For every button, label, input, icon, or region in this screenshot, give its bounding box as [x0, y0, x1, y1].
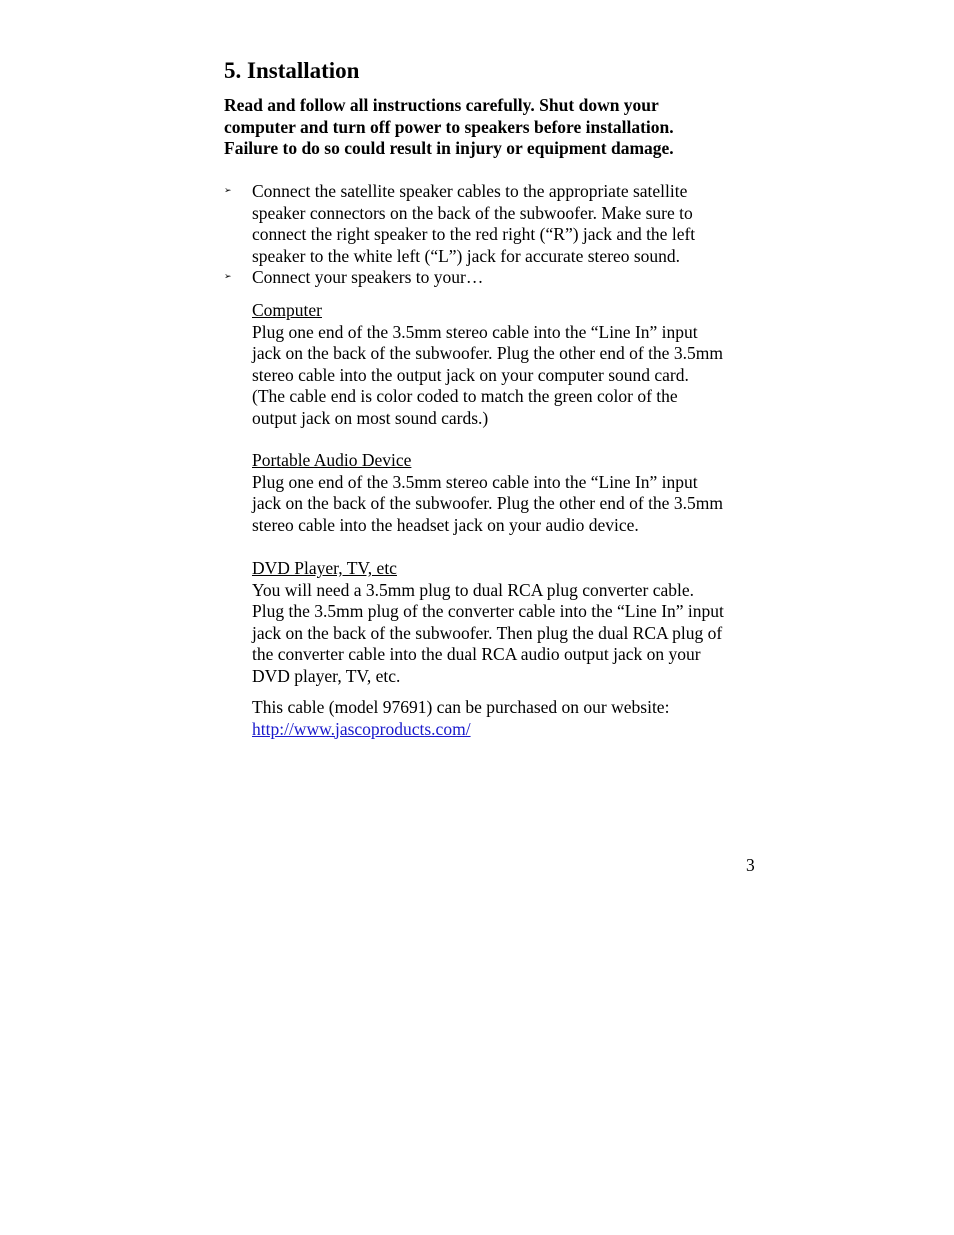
device-section-computer — [252, 300, 772, 429]
arrow-bullet-icon: ➢ — [224, 272, 232, 282]
text-line: the converter cable into the dual RCA audio output jack on your — [252, 644, 701, 664]
text-line: DVD player, TV, etc. — [252, 665, 401, 686]
warning-line: Read and follow all instructions carefully. Shut down your — [224, 95, 659, 115]
text-line: jack on the back of the subwoofer. Plug the other end of the 3.5mm — [252, 343, 723, 363]
warning-line: computer and turn off power to speakers before installation. — [224, 116, 674, 137]
purchase-note — [252, 697, 772, 740]
text-line: Connect your speakers to your… — [252, 267, 484, 287]
warning-line: Failure to do so could result in injury or equipment damage. — [224, 138, 674, 159]
text-line: stereo cable into the headset jack on your audio device. — [252, 514, 639, 535]
text-line: speaker to the white left (“L”) jack for accurate stereo sound. — [252, 245, 681, 266]
text-line: connect the right speaker to the red right (“R”) jack and the left — [252, 224, 696, 244]
device-section-portable — [252, 450, 772, 536]
text-line: stereo cable into the output jack on your computer sound card. — [252, 364, 689, 385]
text-line: Plug one end of the 3.5mm stereo cable into the “Line In” input — [252, 321, 698, 342]
text-line: jack on the back of the subwoofer. Then plug the dual RCA plug of — [252, 622, 723, 643]
page-number: 3 — [746, 855, 755, 875]
text-line: (The cable end is color coded to match the green color of the — [252, 386, 678, 406]
section-title: Installation — [247, 58, 360, 83]
device-heading: DVD Player, TV, etc — [252, 558, 397, 578]
text-line: speaker connectors on the back of the subwoofer. Make sure to — [252, 202, 693, 223]
text-line: You will need a 3.5mm plug to dual RCA plug converter cable. — [252, 579, 694, 600]
device-heading: Computer — [252, 300, 322, 320]
text-line: Plug one end of the 3.5mm stereo cable into the “Line In” input — [252, 471, 698, 492]
text-line: Connect the satellite speaker cables to the appropriate satellite — [252, 181, 688, 201]
text-line: jack on the back of the subwoofer. Plug the other end of the 3.5mm — [252, 493, 723, 513]
website-link[interactable]: http://www.jascoproducts.com/ — [252, 718, 471, 739]
device-heading: Portable Audio Device — [252, 450, 412, 470]
text-line: Plug the 3.5mm plug of the converter cable into the “Line In” input — [252, 601, 724, 621]
device-section-dvd — [252, 558, 772, 687]
bullet-text — [252, 267, 483, 289]
text-line: output jack on most sound cards.) — [252, 407, 489, 428]
safety-warning — [224, 95, 764, 160]
purchase-text: This cable (model 97691) can be purchased on our website: — [252, 697, 670, 717]
arrow-bullet-icon: ➢ — [224, 186, 232, 196]
bullet-text — [252, 181, 695, 267]
section-heading — [224, 56, 359, 86]
section-number: 5. — [224, 58, 242, 83]
